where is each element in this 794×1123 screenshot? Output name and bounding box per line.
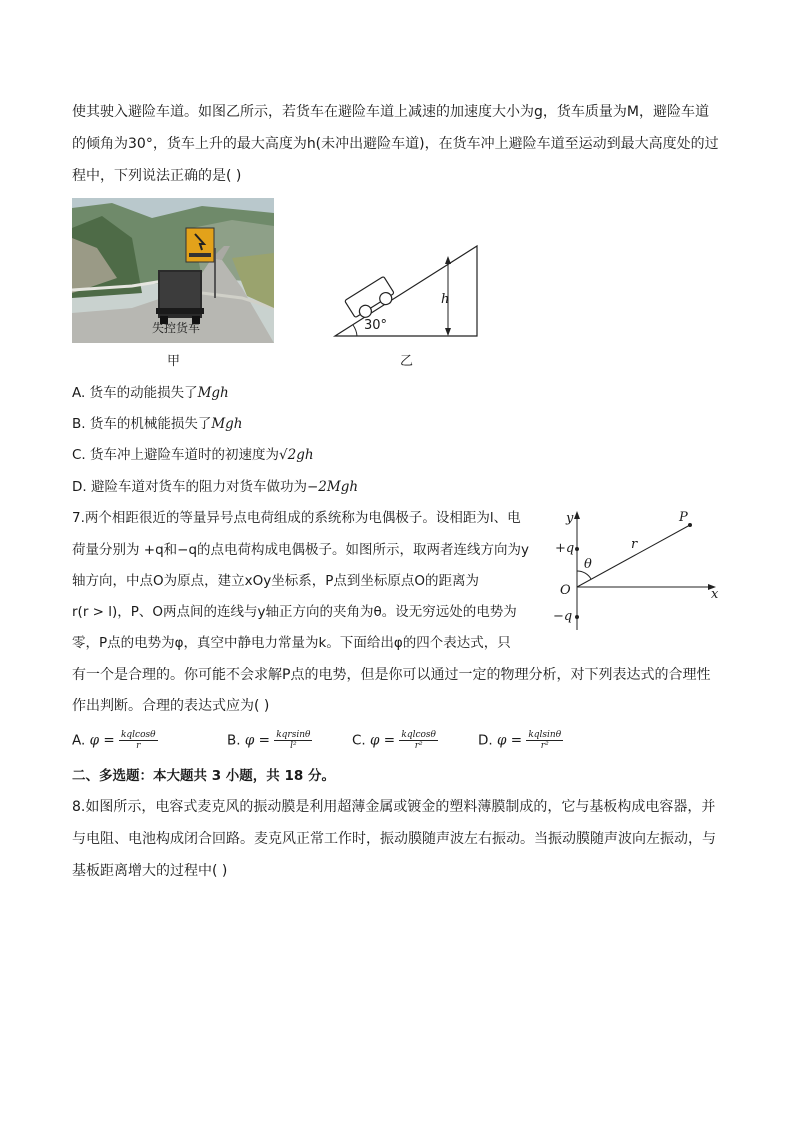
option-lhs: φ =	[89, 732, 119, 749]
option-lhs: φ =	[496, 732, 527, 749]
plus-charge-dot	[575, 547, 579, 551]
y-axis-label: y	[566, 511, 574, 526]
option-math: −2Mgh	[306, 479, 359, 495]
truck-block	[345, 276, 398, 322]
fraction-numerator: kqlcosθ	[401, 730, 436, 740]
q8-line-3: 基板距离增大的过程中( )	[72, 863, 228, 879]
theta-arc	[577, 571, 591, 579]
origin-label: O	[560, 583, 571, 598]
section-2-heading: 二、多选题：本大题共 3 小题，共 18 分。	[72, 768, 335, 784]
q7-line-3: 轴方向，中点O为原点，建立xOy坐标系，P点到坐标原点O的距离为	[72, 573, 479, 589]
q6-option-c[interactable]	[72, 445, 314, 465]
fraction-denominator: r²	[414, 741, 423, 751]
incline-triangle	[335, 246, 477, 336]
option-fraction	[526, 730, 563, 751]
option-letter: C.	[352, 732, 366, 749]
dipole-diagram	[550, 505, 730, 635]
q7-option-d[interactable]	[478, 730, 563, 751]
point-p-dot	[688, 523, 692, 527]
height-arrow-bottom	[445, 328, 451, 336]
fraction-numerator: kqrsinθ	[276, 730, 311, 740]
option-letter: A.	[72, 732, 86, 749]
option-lhs: φ =	[370, 732, 400, 749]
option-letter: D.	[478, 732, 493, 749]
q7-option-b[interactable]	[227, 730, 312, 751]
fraction-denominator: r²	[540, 741, 549, 751]
q7-option-a[interactable]	[72, 730, 158, 751]
q6-option-a[interactable]	[72, 383, 229, 403]
q7-line-5: 零，P点的电势为φ，真空中静电力常量为k。下面给出φ的四个表达式，只	[72, 635, 511, 651]
intro-line-1: 使其驶入避险车道。如图乙所示，若货车在避险车道上减速的加速度大小为g，货车质量为M，避险车道	[72, 104, 709, 120]
fraction-denominator: l²	[290, 741, 297, 751]
plus-q-label: +q	[555, 541, 575, 556]
minus-q-label: −q	[553, 609, 573, 624]
photo-caption: 失控货车	[152, 321, 201, 335]
option-text: A. 货车的动能损失了	[72, 385, 198, 401]
fraction-numerator: kqlsinθ	[528, 730, 562, 740]
q7-line-1: 7.两个相距很近的等量异号点电荷组成的系统称为电偶极子。设相距为l、电	[72, 510, 521, 526]
theta-label: θ	[584, 557, 592, 572]
q6-option-b[interactable]	[72, 414, 243, 434]
q7-line-6: 有一个是合理的。你可能不会求解P点的电势，但是你可以通过一定的物理分析，对下列表达式的合理性	[72, 667, 711, 683]
q8-line-1: 8.如图所示，电容式麦克风的振动膜是利用超薄金属或镀金的塑料薄膜制成的，它与基板构成电容器，并	[72, 799, 716, 815]
q7-option-c[interactable]	[352, 730, 438, 751]
r-label: r	[631, 537, 638, 552]
figure-yi-label: 乙	[400, 354, 414, 369]
figure-jia-label: 甲	[167, 354, 181, 369]
fraction-denominator: r	[136, 741, 141, 751]
angle-label: 30°	[364, 318, 388, 333]
q7-line-4: r(r > l)，P、O两点间的连线与y轴正方向的夹角为θ。设无穷远处的电势为	[72, 604, 517, 620]
x-axis-label: x	[711, 587, 719, 602]
r-line	[577, 525, 690, 587]
q7-line-2: 荷量分别为 +q和−q的点电荷构成电偶极子。如图所示，取两者连线方向为y	[72, 542, 530, 558]
q8-line-2: 与电阻、电池构成闭合回路。麦克风正常工作时，振动膜随声波左右振动。当振动膜随声波向左振动，与	[72, 831, 716, 847]
point-p-label: P	[679, 510, 688, 525]
height-arrow-top	[445, 256, 451, 264]
option-fraction	[274, 730, 312, 751]
y-axis-arrow	[574, 511, 580, 519]
option-math: √2gh	[279, 447, 314, 463]
option-math: Mgh	[211, 416, 243, 432]
option-fraction	[399, 730, 438, 751]
runaway-truck-photo	[72, 198, 274, 343]
option-text: B. 货车的机械能损失了	[72, 416, 212, 432]
intro-line-3: 程中，下列说法正确的是( )	[72, 168, 242, 184]
q6-option-d[interactable]	[72, 477, 358, 497]
fraction-numerator: kqlcosθ	[120, 730, 156, 740]
option-letter: B.	[227, 732, 241, 749]
option-fraction	[119, 730, 158, 751]
option-text: C. 货车冲上避险车道时的初速度为	[72, 447, 280, 463]
q7-line-7: 作出判断。合理的表达式应为( )	[72, 698, 270, 714]
intro-line-2: 的倾角为30°，货车上升的最大高度为h(未冲出避险车道)，在货车冲上避险车道至运动到最大高度处的过	[72, 136, 719, 152]
height-label: h	[441, 292, 450, 307]
incline-diagram	[315, 240, 485, 340]
option-text: D. 避险车道对货车的阻力对货车做功为	[72, 479, 307, 495]
option-lhs: φ =	[244, 732, 275, 749]
minus-charge-dot	[575, 615, 579, 619]
option-math: Mgh	[197, 385, 229, 401]
angle-arc	[353, 325, 357, 336]
